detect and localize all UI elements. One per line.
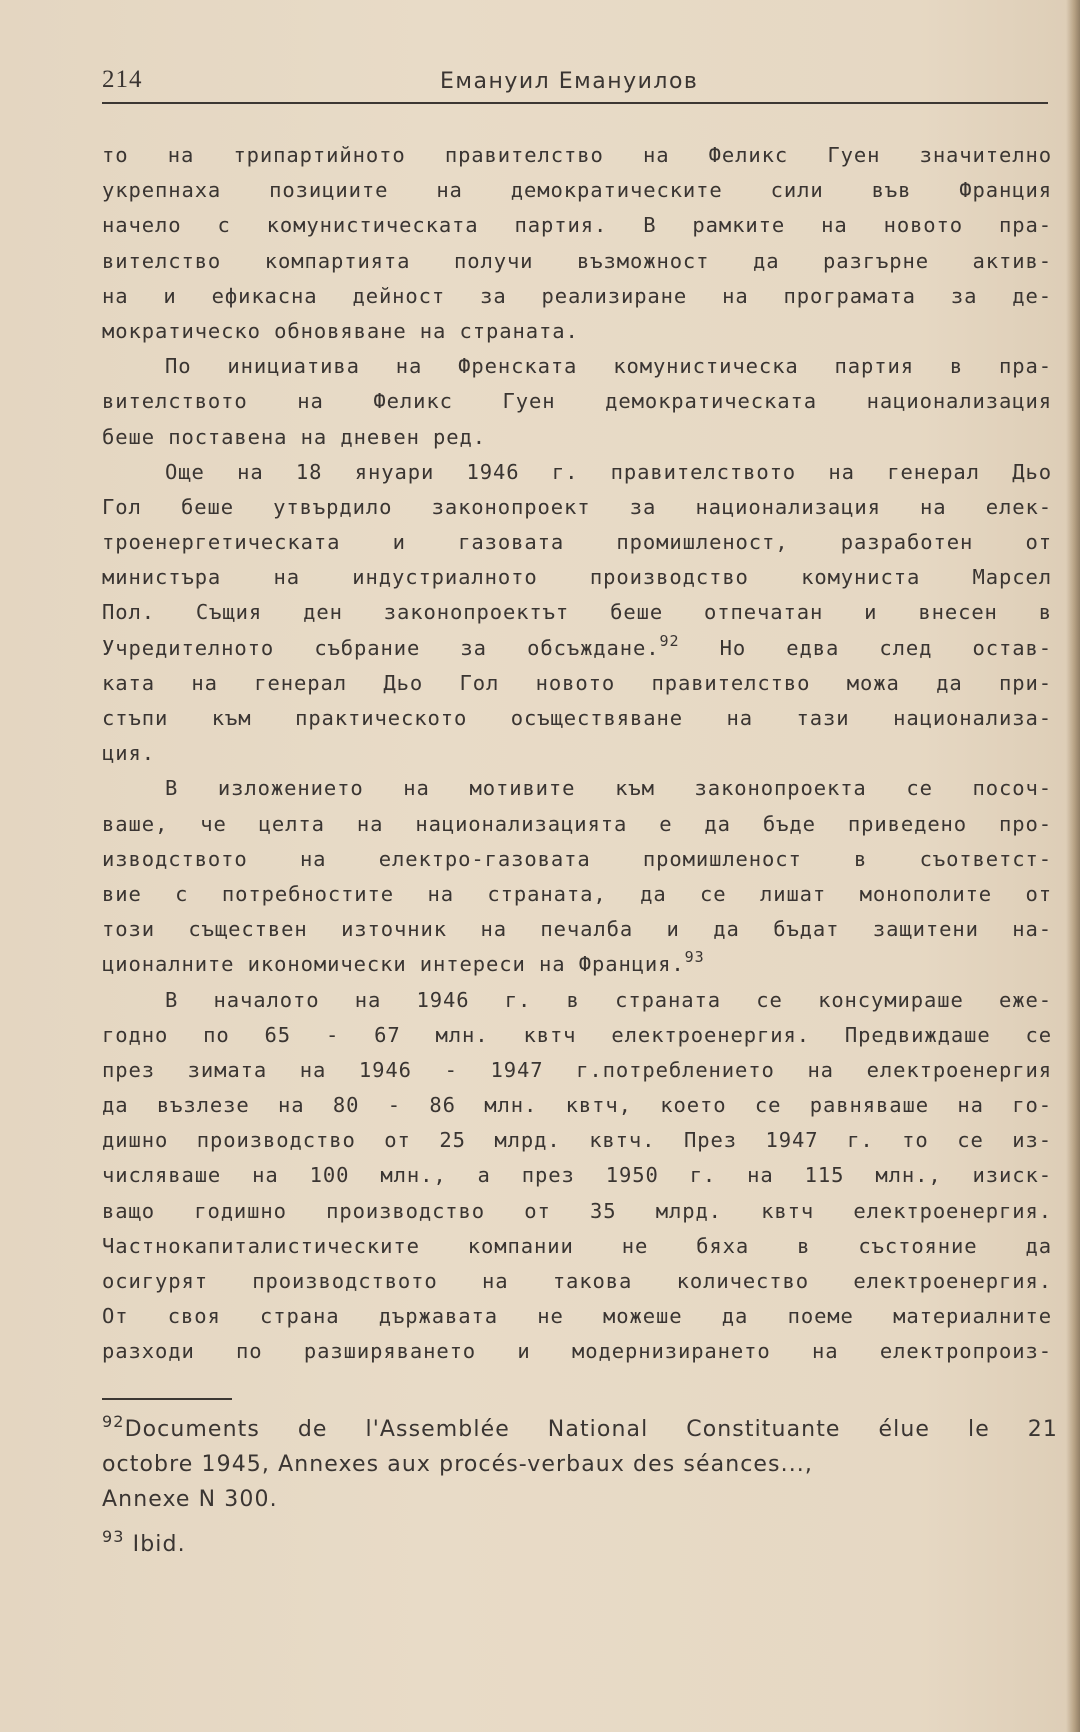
text-line: ваше, че целта на национализацията е да бъде приведено про- — [102, 811, 1052, 836]
footnote-92-line — [102, 1412, 1058, 1447]
text-line: осигурят производството на такова количество електроенергия. — [102, 1269, 1052, 1293]
text-line: Частнокапиталистическите компании не бяха в състояние да — [102, 1233, 1052, 1258]
footnote-92-line: Annexe N 300. — [102, 1487, 278, 1512]
paragraph-start: По инициатива на Френската комунистическа партия в пра- — [165, 354, 1052, 379]
footnote-ref-92: 92 — [659, 631, 680, 650]
text-line: беше поставена на дневен ред. — [102, 424, 487, 449]
page-header — [102, 66, 1048, 104]
text-line: разходи по разширяването и модернизирането на електропроиз- — [102, 1339, 1052, 1364]
text-line: ция. — [102, 741, 155, 766]
page-edge-shadow — [1066, 0, 1080, 1732]
text-line: този съществен източник на печалба и да бъдат защитени на- — [102, 917, 1052, 942]
footnote-gap — [102, 1517, 1058, 1527]
text-line: числяваше на 100 млн., а през 1950 г. на 115 млн., изиск- — [102, 1163, 1052, 1188]
text-line: троенергетическата и газовата промишленост, разработен от — [102, 530, 1052, 555]
text-line: то на трипартийното правителство на Феликс Гуен значително — [102, 143, 1052, 167]
text-line: Пол. Същия ден законопроектът беше отпечатан и внесен в — [102, 600, 1052, 625]
text-line: Гол беше утвърдило законопроект за национализация на елек- — [102, 494, 1052, 519]
text-line: изводството на електро-газовата промишленост в съответст- — [102, 846, 1052, 871]
text-segment: ционалните икономически интереси на Франция. — [102, 952, 685, 977]
footnote-ref-93: 93 — [684, 948, 705, 967]
footnote-93-line — [102, 1527, 1058, 1562]
text-line: вителство компартията получи възможност да разгърне актив- — [102, 248, 1052, 273]
paragraph-start: Още на 18 януари 1946 г. правителството на генерал Дьо — [165, 459, 1052, 484]
footnote-92-line: octobre 1945, Annexes aux procés-verbaux des séances..., — [102, 1452, 813, 1477]
running-title: Емануил Емануилов — [440, 69, 699, 94]
text-line: ващо годишно производство от 35 млрд. квтч електроенергия. — [102, 1198, 1052, 1223]
text-line: министъра на индустриалното производство комуниста Марсел — [102, 565, 1052, 590]
footnotes — [102, 1412, 1058, 1562]
text-line: годно по 65 - 67 млн. квтч електроенергия. Предвиждаше се — [102, 1022, 1052, 1047]
text-line: на и ефикасна дейност за реализиране на програмата за де- — [102, 283, 1052, 308]
text-segment: Учредителното събрание за обсъждане. — [102, 635, 660, 660]
text-line: през зимата на 1946 - 1947 г.потреблението на електроенергия — [102, 1057, 1052, 1082]
footnote-mark-93: 93 — [102, 1527, 125, 1546]
text-line: да възлезе на 80 - 86 млн. квтч, което се равняваше на го- — [102, 1093, 1052, 1118]
text-segment: Но едва след остав- — [719, 635, 1052, 660]
paragraph-start: В началото на 1946 г. в страната се консумираше еже- — [165, 987, 1052, 1012]
text-line: дишно производство от 25 млрд. квтч. През 1947 г. то се из- — [102, 1128, 1052, 1153]
text-line-with-footnote — [102, 947, 1052, 982]
text-line: ката на генерал Дьо Гол новото правителство можа да при- — [102, 670, 1052, 695]
footnote-text: Ibid. — [132, 1532, 186, 1557]
text-line: начело с комунистическата партия. В рамките на новото пра- — [102, 213, 1052, 238]
paragraph-start: В изложението на мотивите към законопроекта се посоч- — [165, 776, 1052, 801]
body-text — [102, 138, 1052, 1370]
footnote-mark-92: 92 — [102, 1412, 125, 1431]
page-number: 214 — [102, 66, 143, 93]
text-line: вие с потребностите на страната, да се лишат монополите от — [102, 881, 1052, 906]
text-line: мократическо обновяване на страната. — [102, 318, 579, 343]
text-line: вителството на Феликс Гуен демократическата национализация — [102, 389, 1052, 414]
text-line: стъпи към практическото осъществяване на тази национализа- — [102, 706, 1052, 730]
footnote-separator — [102, 1398, 232, 1400]
text-line: От своя страна държавата не можеше да поеме материалните — [102, 1304, 1052, 1329]
text-line-with-footnote — [102, 631, 1052, 666]
text-line: укрепнаха позициите на демократическите сили във Франция — [102, 178, 1052, 203]
footnote-text: Documents de l'Assemblée National Constituante élue le 21 — [124, 1417, 1058, 1442]
